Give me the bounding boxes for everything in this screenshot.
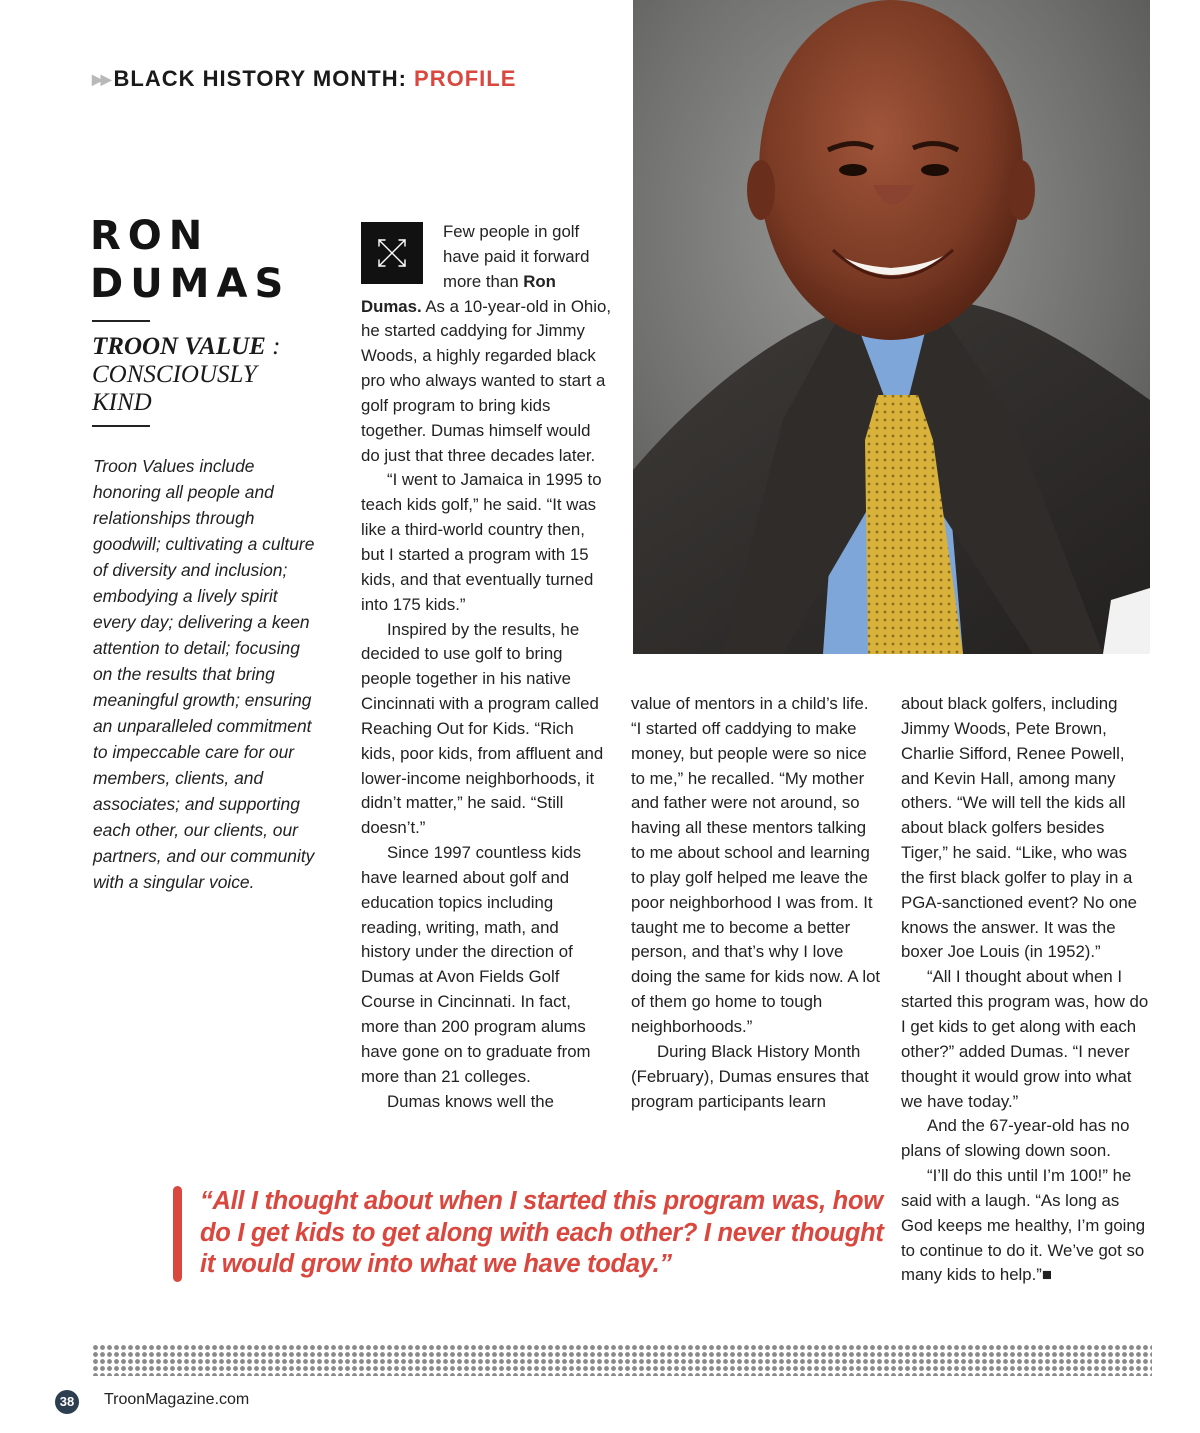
quote-bar bbox=[173, 1186, 182, 1282]
page-number: 38 bbox=[55, 1390, 79, 1414]
paragraph-5-start: Dumas knows well the bbox=[387, 1091, 554, 1111]
first-name: RON bbox=[90, 213, 210, 259]
lead-text: Few people in golf have paid it forward more than bbox=[443, 222, 590, 291]
profile-name bbox=[90, 212, 290, 308]
values-sidebar: Troon Values include honoring all people and relationships through goodwill; cultivating a culture of diversity and inclusion; embodying a lively spirit every day; delivering a keen attention to detail; focusing on the results that bring meaningful growth; ensuring an unparalleled commitment to impeccable care for our members, clients, and associates; and supporting each other, our clients, our partners, and our community with a singular voice. bbox=[93, 456, 315, 892]
section-tag bbox=[92, 66, 516, 92]
section-subtitle: PROFILE bbox=[414, 66, 517, 91]
lead-name: Ron Dumas. bbox=[361, 271, 556, 316]
site-url: TroonMagazine.com bbox=[104, 1391, 250, 1408]
paragraph-4: Since 1997 countless kids have learned about golf and education topics including reading, writing, math, and history under the direction of Dumas at Avon Fields Golf Course in Cincinnati. In fact, more than 200 program alums have gone on to graduate from more than 21 colleges. bbox=[361, 843, 591, 1086]
paragraph-6-start: During Black History Month (February), Dumas ensures that program participants learn bbox=[631, 1041, 869, 1111]
article-column-2 bbox=[631, 692, 881, 1114]
last-name: DUMAS bbox=[90, 261, 291, 307]
value-line-2: KIND bbox=[92, 389, 152, 416]
troon-value bbox=[92, 333, 280, 417]
pull-quote: “All I thought about when I started this program was, how do I get kids to get along with each other? I never thought it would grow into what we have today.” bbox=[200, 1187, 884, 1278]
article-column-1 bbox=[361, 220, 611, 1114]
value-title: TROON VALUE bbox=[92, 333, 266, 360]
paragraph-2: “I went to Jamaica in 1995 to teach kids golf,” he said. “It was like a third-world country then, but I started a program with 15 kids, and that eventually turned into 175 kids.” bbox=[361, 470, 602, 614]
paragraph-1: As a 10-year-old in Ohio, he started caddying for Jimmy Woods, a highly regarded black pro who always wanted to start a golf program to bring kids together. Dumas himself would do just that three decades later. bbox=[361, 296, 611, 465]
paragraph-6-cont: about black golfers, including Jimmy Woods, Pete Brown, Charlie Sifford, Renee Powell, and Kevin Hall, among many others. “We will tell the kids all about black golfers besides Tiger,” he said. “Like, who was the first black golfer to play in a PGA-sanctioned event? No one knows the answer. It was the boxer Joe Louis (in 1952).” bbox=[901, 694, 1138, 962]
paragraph-5-cont: value of mentors in a child’s life. “I started off caddying to make money, but people were so nice to me,” he recalled. “My mother and father were not around, so having all these mentors talking to me about school and learning to play golf helped me leave the poor neighborhood I was from. It taught me to become a better person, and that’s why I love doing the same for kids now. A lot of them go home to tough neighborhoods.” bbox=[631, 694, 881, 1036]
paragraph-7: “All I thought about when I started this program was, how do I get kids to get along with each other?” added Dumas. “I never thought it would grow into what we have today.” bbox=[901, 967, 1149, 1111]
dot-pattern-band bbox=[92, 1344, 1152, 1376]
section-title: BLACK HISTORY MONTH: bbox=[113, 66, 407, 91]
value-separator: : bbox=[272, 333, 281, 360]
article-column-3 bbox=[901, 692, 1153, 1288]
divider bbox=[92, 320, 150, 322]
end-mark: ■ bbox=[1041, 1265, 1052, 1285]
divider bbox=[92, 425, 150, 427]
portrait-photo bbox=[633, 0, 1150, 654]
paragraph-9: “I’ll do this until I’m 100!” he said with a laugh. “As long as God keeps me healthy, I’m going to continue to do it. We’ve got so many kids to help.” bbox=[901, 1166, 1146, 1285]
paragraph-8: And the 67-year-old has no plans of slowing down soon. bbox=[901, 1116, 1130, 1161]
value-line-1: CONSCIOUSLY bbox=[92, 361, 257, 388]
double-chevron-icon: ▶▶ bbox=[92, 71, 110, 87]
paragraph-3: Inspired by the results, he decided to use golf to bring people together in his native Cincinnati with a program called Reaching Out for Kids. “Rich kids, poor kids, from affluent and lower-income neighborhoods, it didn’t matter,” he said. “Still doesn’t.” bbox=[361, 619, 604, 838]
crossed-arrows-icon bbox=[361, 222, 423, 284]
